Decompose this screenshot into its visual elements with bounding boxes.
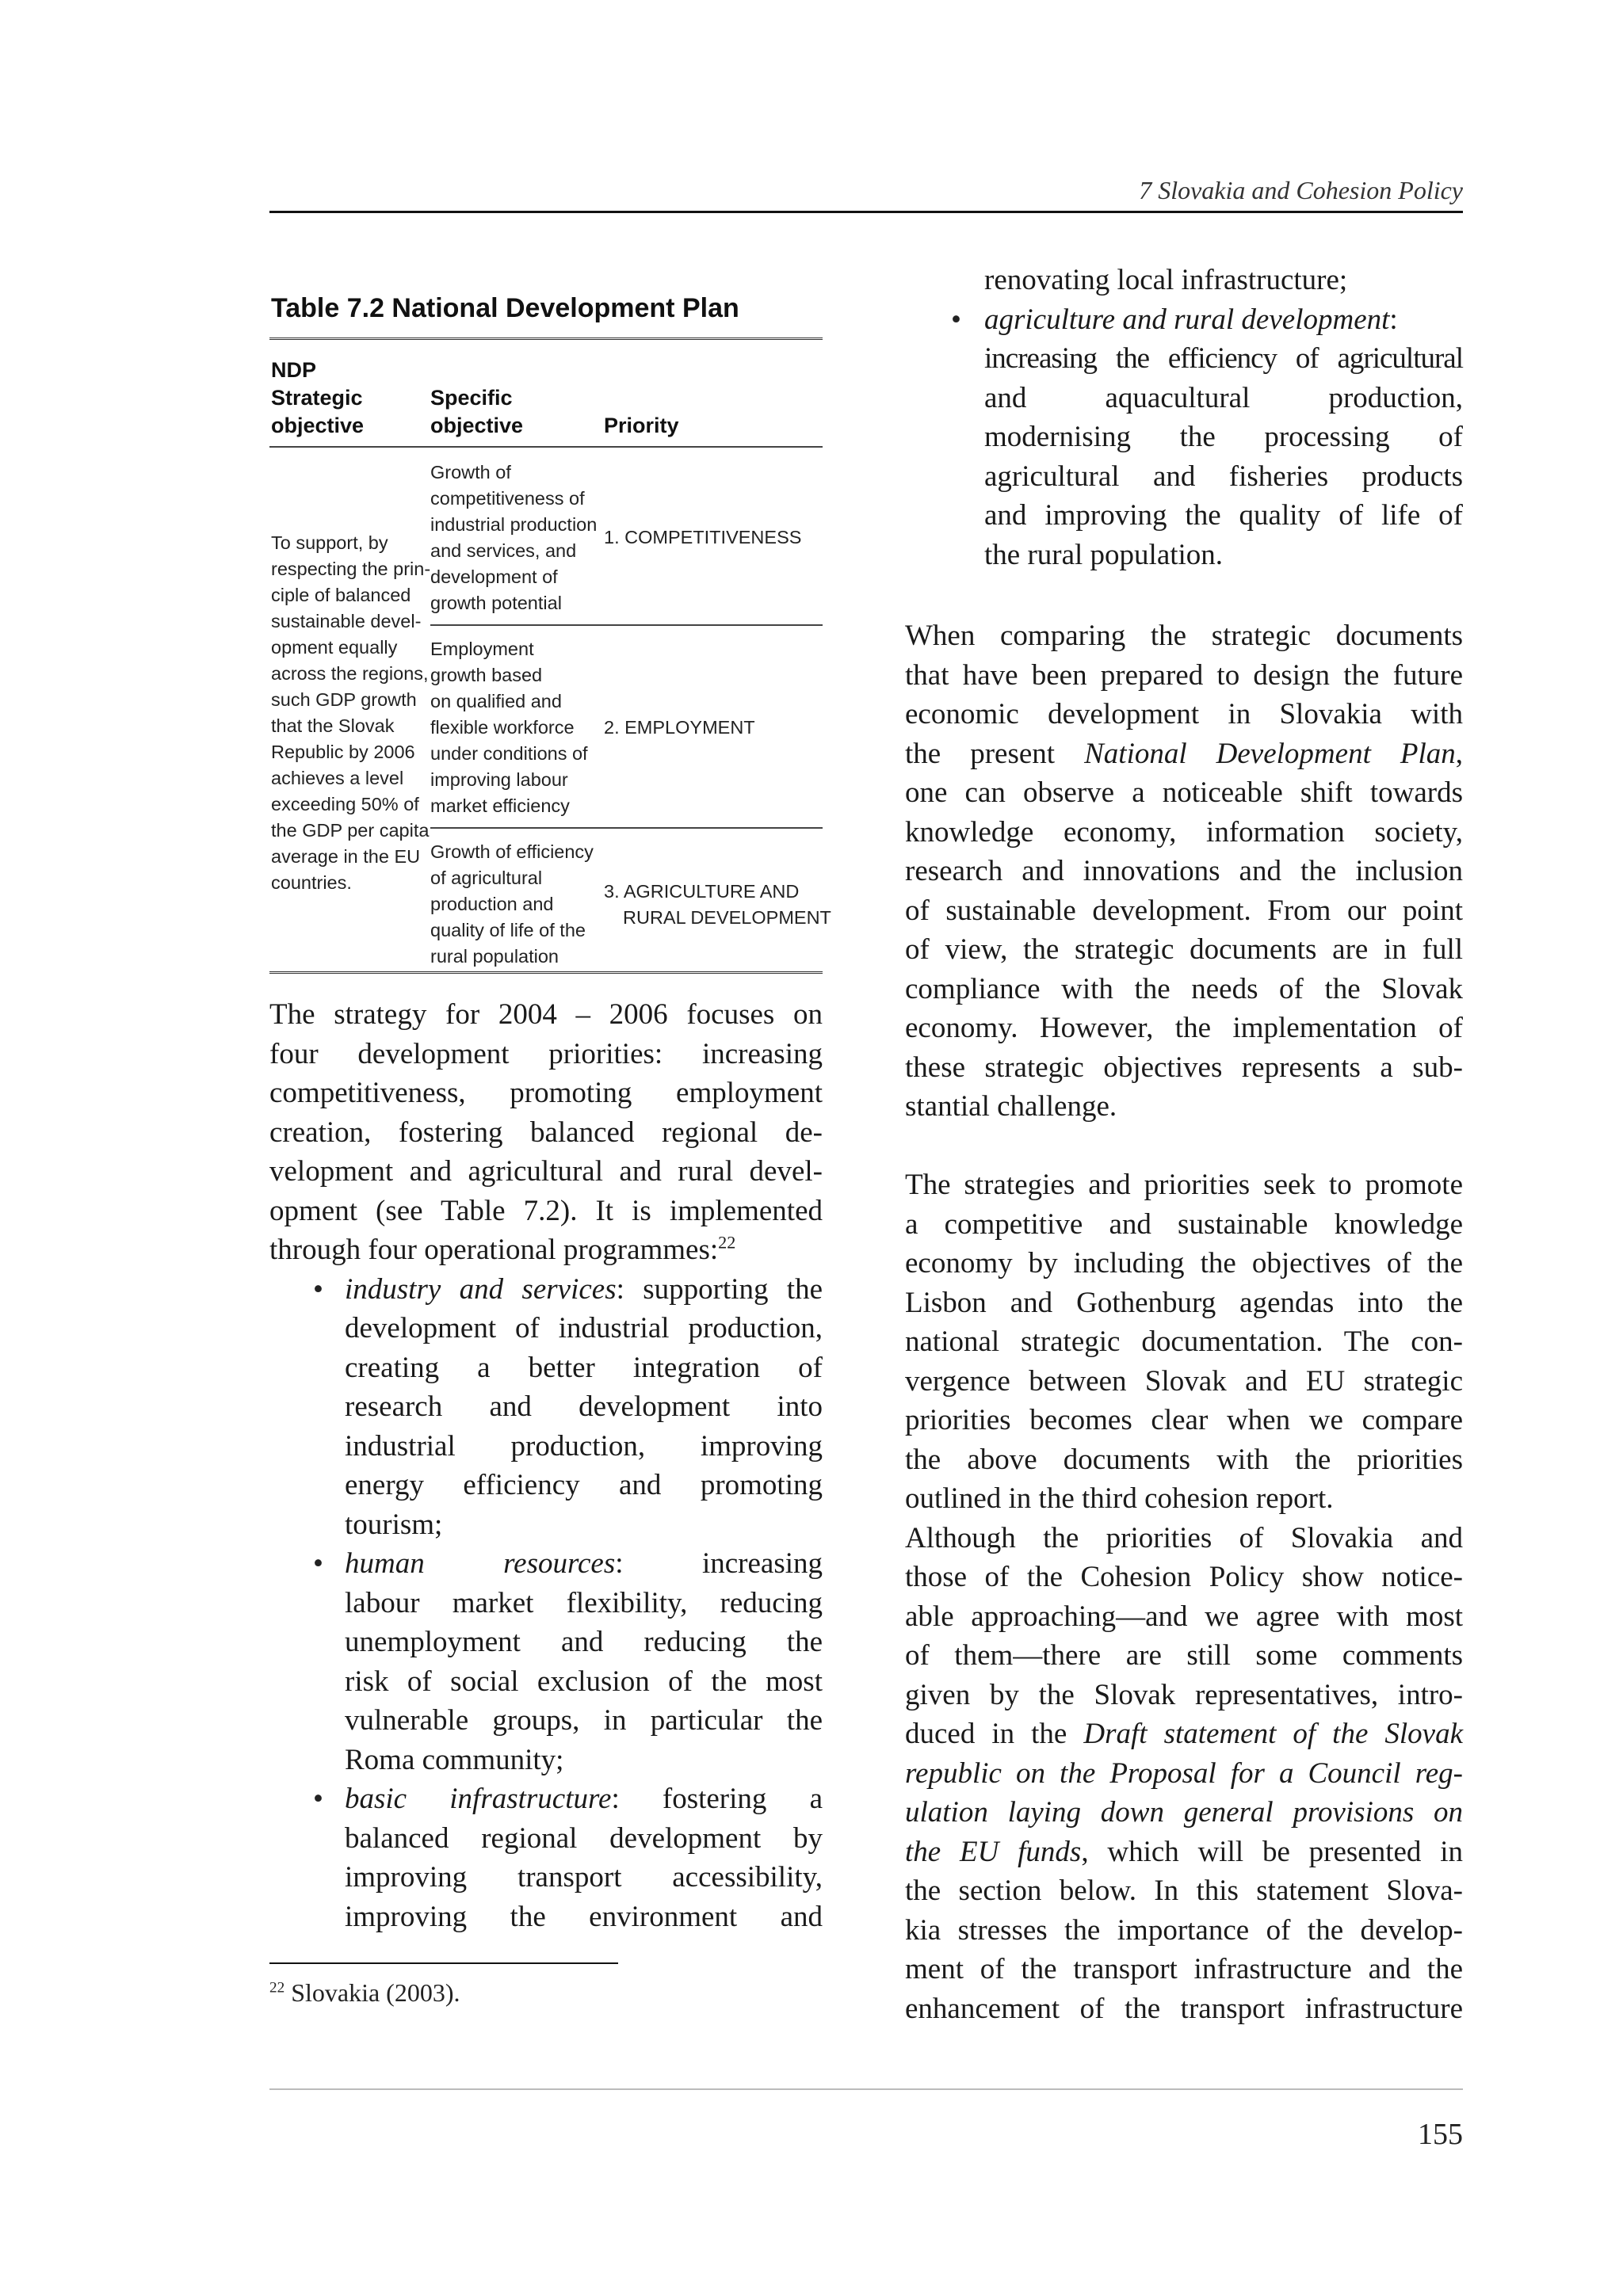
right-bullet-agriculture: agriculture and rural development: increasing the efficiency of agricultural and aquacultural production, modernising the processing of agricultural and fisheries products and improving the quality of life of the rural population.	[984, 303, 1463, 571]
footer-rule	[269, 2088, 1463, 2090]
footnote-ref-22: 22	[718, 1232, 736, 1253]
right-paragraph-4: Although the priorities of Slovakia and those of the Cohesion Policy show notice- able approaching—and we agree with most of them—there are still some comments given by the Slovak representatives, intro- duced in the Draft statement of the Slovak republic on the Proposal for a Council reg- ulation laying down general provisions on the EU funds, which will be presented in the section below. In this statement Slova- kia stresses the importance of the develop- ment of the transport infrastructure and the enhancement of the transport infrastructure	[905, 1521, 1464, 2025]
footnote-rule	[269, 1962, 618, 1964]
table-row-rule-2	[430, 827, 823, 829]
left-paragraph-1: The strategy for 2004 – 2006 focuses on four development priorities: increasing competitiveness, promoting employment creation, fostering balanced regional de- velopment and agricultural and rural devel- opment (see Table 7.2). It is implemented through four operational programmes:$^{22}$	[269, 998, 823, 1266]
table-row-rule-1	[430, 624, 823, 626]
table-row-1-priority: 1. COMPETITIVENESS	[604, 527, 802, 547]
table-row-1-specific: Growth of competitiveness of industrial production and services, and development of growth potential	[430, 462, 598, 613]
col-header-strategic: NDP Strategic objective	[271, 358, 365, 437]
header-rule	[269, 211, 1463, 213]
running-header: 7 Slovakia and Cohesion Policy	[1139, 176, 1463, 204]
left-bullet-industry: industry and services: supporting the development of industrial production, creating a better integration of research and development into industrial production, improving energy efficiency and promoting tourism;	[345, 1272, 823, 1541]
right-paragraph-3: The strategies and priorities seek to promote a competitive and sustainable knowledge economy by including the objectives of the Lisbon and Gothenburg agendas into the national strategic documentation. The con- vergence between Slovak and EU strategic priorities becomes clear when we compare the above documents with the priorities outlined in the third cohesion report.	[905, 1169, 1463, 1515]
table-title: Table 7.2 National Development Plan	[271, 293, 739, 323]
footnote: $^{22}$ Slovakia (2003).	[269, 1978, 460, 2007]
table-top-rule	[269, 338, 823, 340]
bullet-dot: •	[951, 303, 961, 336]
table-row-2-priority: 2. EMPLOYMENT	[604, 717, 755, 738]
right-paragraph-2: When comparing the strategic documents that have been prepared to design the future economic development in Slovakia with the present National Development Plan, one can observe a noticeable shift towards knowledge economy, information society, research and innovations and the inclusion of sustainable development. From our point of view, the strategic documents are in full compliance with the needs of the Slovak economy. However, the implementation of these strategic objectives represents a sub- stantial challenge.	[905, 620, 1464, 1123]
table-header-rule	[269, 446, 823, 448]
page-number: 155	[1418, 2118, 1463, 2151]
table-row-2-specific: Employment growth based on qualified and flexible workforce under conditions of improving labour market efficiency	[430, 639, 588, 816]
left-bullet-basic-infrastructure: basic infrastructure: fostering a balanced regional development by improving transport accessibility, improving the environment and	[345, 1783, 823, 1933]
bullet-dot: •	[313, 1783, 323, 1815]
right-continued-line: renovating local infrastructure;	[984, 264, 1348, 296]
bullet-dot: •	[313, 1272, 323, 1306]
strategic-objective-cell: To support, by respecting the prin- ciple of balanced sustainable devel- opment equally across the regions, such GDP growth that the Slovak Republic by 2006 achieves a level exceeding 50% of the GDP per capita average in the EU countries.	[271, 532, 431, 893]
table-bottom-rule	[269, 971, 823, 974]
left-bullet-human-resources: human resources: increasing labour market flexibility, reducing unemployment and reducing the risk of social exclusion of the most vulnerable groups, in particular the Roma community;	[345, 1547, 823, 1776]
col-header-specific: Specific objective	[430, 386, 524, 437]
col-header-priority: Priority	[604, 414, 679, 437]
bullet-dot: •	[313, 1547, 323, 1580]
table-row-3-specific: Growth of efficiency of agricultural production and quality of life of the rural population	[430, 841, 594, 967]
table-row-3-priority: 3. AGRICULTURE AND RURAL DEVELOPMENT	[604, 881, 831, 928]
